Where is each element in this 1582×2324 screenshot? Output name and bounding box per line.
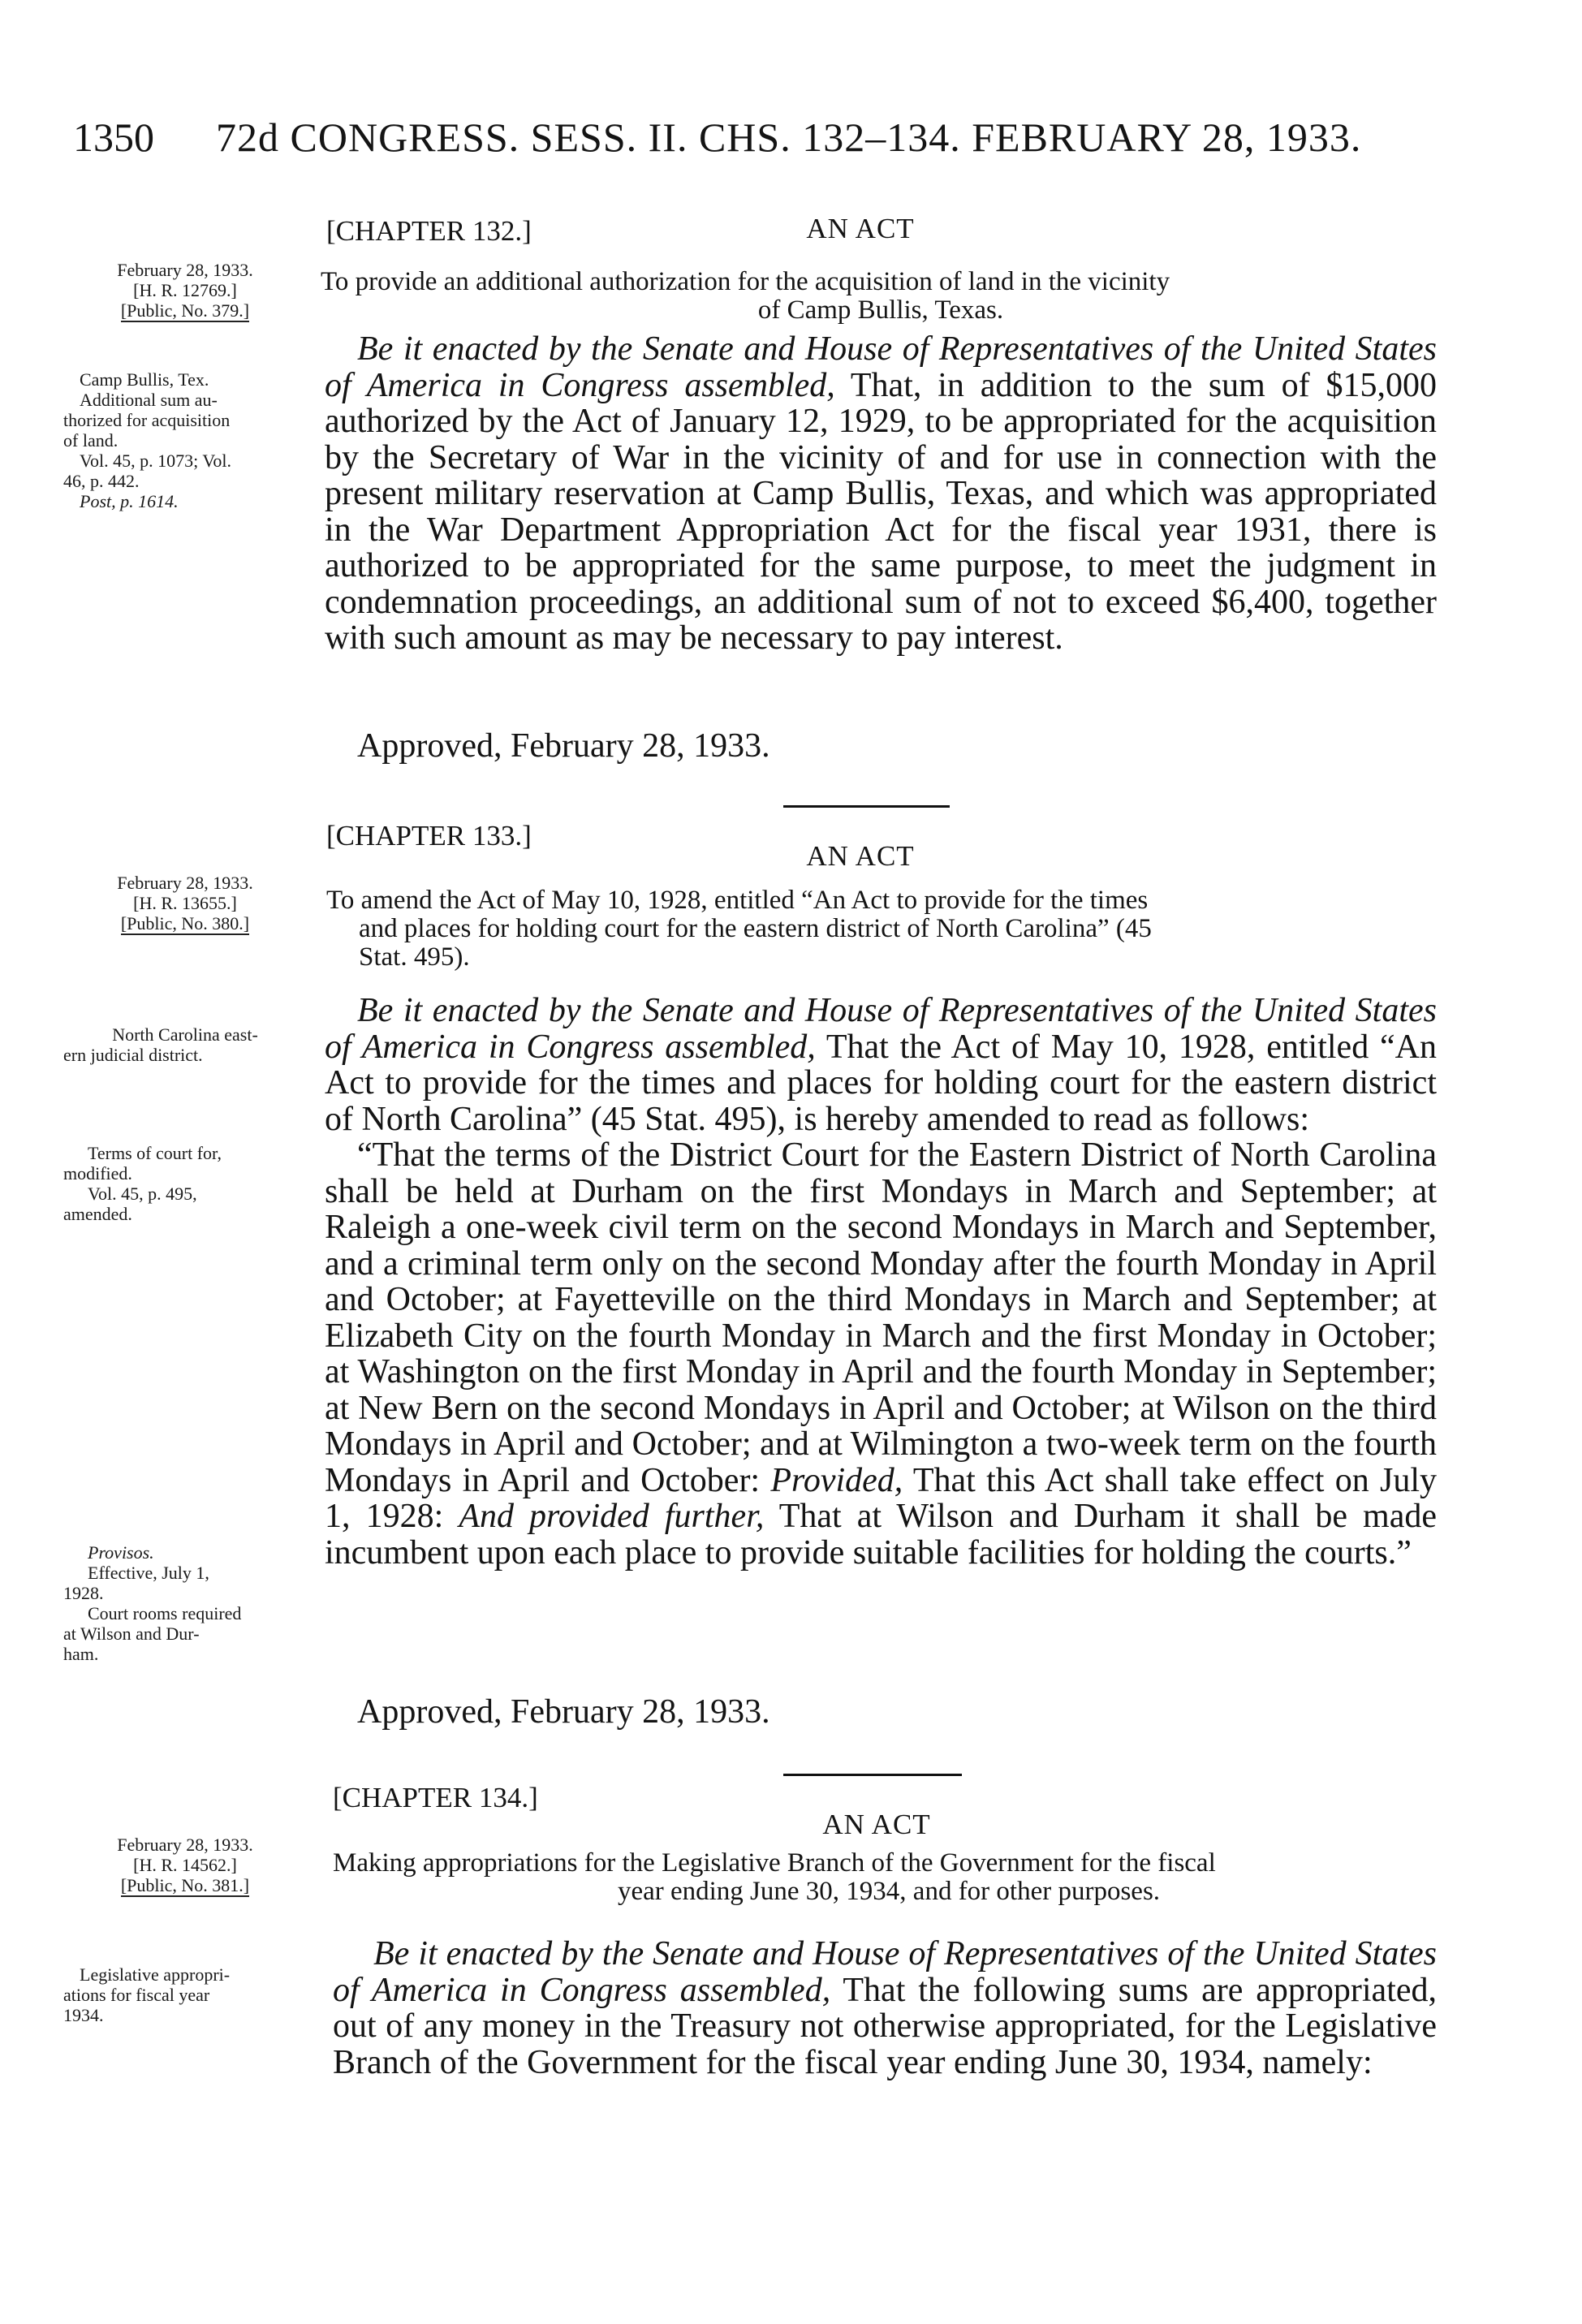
- chapter-133-side-notes-b: [63, 1143, 323, 1224]
- side-note: North Carolina east-: [112, 1024, 258, 1045]
- side-note: 1934.: [63, 2005, 104, 2025]
- title-line: year ending June 30, 1934, and for other purposes.: [617, 1877, 1161, 1906]
- chapter-132-act-label: AN ACT: [806, 213, 915, 244]
- section-divider: [783, 1774, 962, 1776]
- title-line: Stat. 495).: [359, 942, 470, 972]
- chapter-132-label: [CHAPTER 132.]: [326, 215, 532, 247]
- body-text: That this Act shall take effect on July 1, 1928:: [325, 1461, 1437, 1535]
- side-note: Legislative appropri-: [80, 1964, 231, 1985]
- running-head: 72d CONGRESS. SESS. II. CHS. 132–134. FEBRUARY 28, 1933.: [216, 114, 1362, 160]
- side-note: ations for fiscal year: [63, 1985, 210, 2005]
- side-note: Court rooms required: [88, 1603, 242, 1623]
- margin-date: February 28, 1933.: [117, 1835, 253, 1855]
- title-line: To amend the Act of May 10, 1928, entitled “An Act to provide for the times: [326, 886, 1149, 915]
- chapter-132-margin-ref: [63, 260, 307, 322]
- side-note: 1928.: [63, 1583, 104, 1603]
- side-note: of land.: [63, 430, 119, 451]
- side-note: Camp Bullis, Tex.: [80, 369, 209, 390]
- body-text: That the Act of May 10, 1928, entitled “An Act to provide for the times and places for holding court for the eastern district of North Carolina” (45 Stat. 495), is hereby amended to read as follows:: [325, 1028, 1437, 1138]
- page-number: 1350: [73, 114, 154, 160]
- side-note: at Wilson and Dur-: [63, 1623, 200, 1644]
- margin-public-law: [Public, No. 379.]: [120, 300, 250, 321]
- margin-bill: [H. R. 14562.]: [133, 1855, 237, 1875]
- margin-bill: [H. R. 12769.]: [133, 280, 237, 300]
- side-note: Terms of court for,: [88, 1143, 222, 1163]
- chapter-133-body: [325, 993, 1437, 1571]
- side-note: amended.: [63, 1204, 132, 1224]
- title-line: Making appropriations for the Legislative Branch of the Government for the fiscal: [333, 1848, 1216, 1878]
- chapter-134-margin-ref: [63, 1835, 307, 1897]
- title-line: of Camp Bullis, Texas.: [757, 295, 1004, 325]
- body-text: “That the terms of the District Court for the Eastern District of North Carolina shall be held at Durham on the first Mondays in March and September; at Raleigh a one-week civil term on the second Mondays in March and September, and a criminal term only on the second Monday after the fourth Monday in April and October; at Fayetteville on the third Mondays in March and September; at Elizabeth City on the fourth Monday in March and the first Monday in October; at Washington on the first Monday in April and the fourth Monday in September; at New Bern on the second Mondays in April and October; at Wilson on the third Mondays in April and October; and at Wilmington a two-week term on the fourth Mondays in April and October:: [325, 1136, 1437, 1499]
- chapter-133-margin-ref: [63, 873, 307, 935]
- margin-date: February 28, 1933.: [117, 260, 253, 280]
- chapter-133-title: [326, 886, 1438, 972]
- side-note: Vol. 45, p. 495,: [88, 1184, 197, 1204]
- side-note: Provisos.: [88, 1542, 154, 1563]
- title-line: and places for holding court for the eastern district of North Carolina” (45: [359, 914, 1152, 943]
- margin-date: February 28, 1933.: [117, 873, 253, 893]
- chapter-133-side-notes-c: [63, 1542, 323, 1664]
- side-note: 46, p. 442.: [63, 471, 140, 491]
- proviso-label: Provided,: [770, 1461, 903, 1499]
- title-line: To provide an additional authorization for the acquisition of land in the vicinity: [321, 267, 1170, 296]
- side-note: Vol. 45, p. 1073; Vol.: [80, 451, 232, 471]
- chapter-134-title: [333, 1849, 1445, 1906]
- side-note: Post, p. 1614.: [80, 491, 179, 511]
- side-note: modified.: [63, 1163, 132, 1184]
- chapter-134-act-label: AN ACT: [822, 1809, 931, 1840]
- chapter-132-body: [325, 331, 1437, 657]
- enacting-clause: Be it enacted by the Senate and House of Representatives of the United States of America in Congress assembled,: [333, 1935, 1437, 2009]
- body-text: That at Wilson and Durham it shall be made incumbent upon each place to provide suitable facilities for holding the courts.”: [325, 1498, 1438, 1572]
- side-note: Effective, July 1,: [88, 1563, 209, 1583]
- side-note: ern judicial district.: [63, 1045, 203, 1065]
- section-divider: [783, 805, 950, 808]
- chapter-132-title: [321, 268, 1441, 325]
- body-text: That, in addition to the sum of $15,000 authorized by the Act of January 12, 1929, to be appropriated for the acquisition by the Secretary of War in the vicinity of and for use in connection with the present military reservation at Camp Bullis, Texas, and which was appropriated in the War Department Appropriation Act for the fiscal year 1931, there is authorized to be appropriated for the same purpose, to meet the judgment in condemnation proceedings, an additional sum of not to exceed $6,400, together with such amount as may be necessary to pay interest.: [325, 366, 1437, 657]
- running-header: [73, 114, 1453, 179]
- chapter-132-approved: Approved, February 28, 1933.: [357, 727, 770, 765]
- enacting-clause: Be it enacted by the Senate and House of Representatives of the United States of America in Congress assembled,: [325, 330, 1437, 404]
- chapter-132-side-notes: [63, 369, 323, 511]
- chapter-134-side-notes: [63, 1964, 323, 2025]
- chapter-134-body: [333, 1936, 1437, 2080]
- chapter-133-approved: Approved, February 28, 1933.: [357, 1693, 770, 1731]
- chapter-133-label: [CHAPTER 133.]: [326, 820, 532, 852]
- body-text: That the following sums are appropriated, out of any money in the Treasury not otherwise appropriated, for the Legislative Branch of the Government for the fiscal year ending June 30, 1934, namely:: [333, 1971, 1438, 2081]
- side-note: Additional sum au-: [80, 390, 218, 410]
- margin-public-law: [Public, No. 380.]: [120, 913, 250, 933]
- margin-bill: [H. R. 13655.]: [133, 893, 237, 913]
- side-note: ham.: [63, 1644, 99, 1664]
- chapter-133-act-label: AN ACT: [806, 840, 915, 872]
- enacting-clause: Be it enacted by the Senate and House of Representatives of the United States of America in Congress assembled,: [325, 992, 1437, 1066]
- side-note: thorized for acquisition: [63, 410, 231, 430]
- chapter-134-label: [CHAPTER 134.]: [333, 1782, 538, 1813]
- proviso-label: And provided further,: [459, 1498, 765, 1535]
- margin-public-law: [Public, No. 381.]: [120, 1875, 250, 1895]
- chapter-133-side-notes-a: [63, 1024, 307, 1065]
